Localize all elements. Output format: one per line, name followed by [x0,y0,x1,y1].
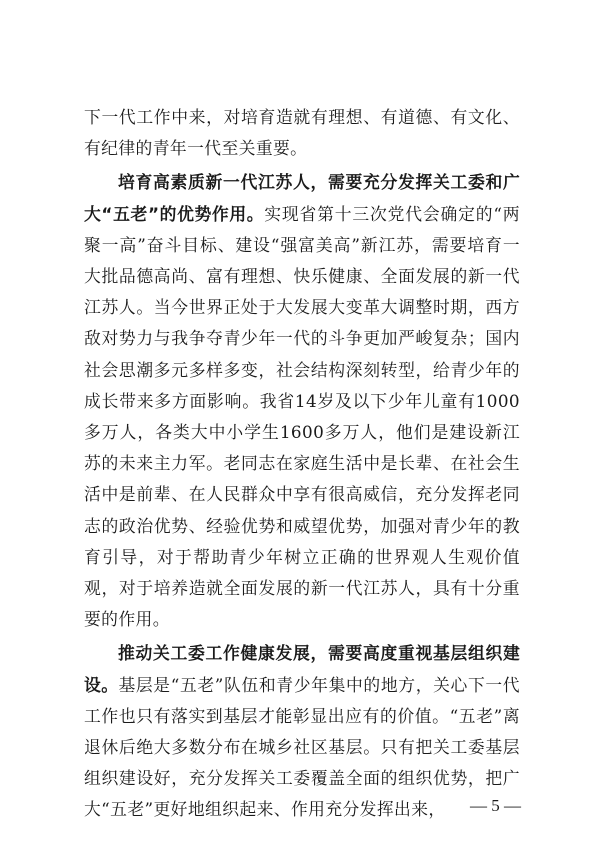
paragraph-1 [84,102,520,164]
page-number: — 5 — [470,796,521,815]
paragraph-3-body: 基层是“五老”队伍和青少年集中的地方，关心下一代工作也只有落实到基层才能彰显出应有的价值。“五老”离退休后绝大多数分布在城乡社区基层。只有把关工委基层组织建设好，充分发挥关工委覆盖全面的组织优势，把广大“五老”更好地组织起来、作用充分发挥出来， [84,674,520,820]
paragraph-2-body: 实现省第十三次党代会确定的“两聚一高”奋斗目标、建设“强富美高”新江苏，需要培育一大批品德高尚、富有理想、快乐健康、全面发展的新一代江苏人。当今世界正处于大发展大变革大调整时期，西方敌对势力与我争夺青少年一代的斗争更加严峻复杂；国内社会思潮多元多样多变，社会结构深刻转型，给青少年的成长带来多方面影响。我省14岁及以下少年儿童有1000多万人，各类大中小学生1600多万人，他们是建设新江苏的未来主力军。老同志在家庭生活中是长辈、在社会生活中是前辈、在人民群众中享有很高威信，充分发挥老同志的政治优势、经验优势和威望优势，加强对青少年的教育引导，对于帮助青少年树立正确的世界观人生观价值观，对于培养造就全面发展的新一代江苏人，具有十分重要的作用。 [84,203,520,630]
paragraph-2 [84,167,520,635]
paragraph-1-body: 下一代工作中来，对培育造就有理想、有道德、有文化、有纪律的青年一代至关重要。 [84,107,520,159]
paragraph-3-lead: 推动关工委工作健康发展，需要高度重视基层组织建设。 [84,643,520,695]
document-body [84,102,520,826]
paragraph-2-lead: 培育高素质新一代江苏人，需要充分发挥关工委和广大“五老”的优势作用。 [84,172,520,224]
